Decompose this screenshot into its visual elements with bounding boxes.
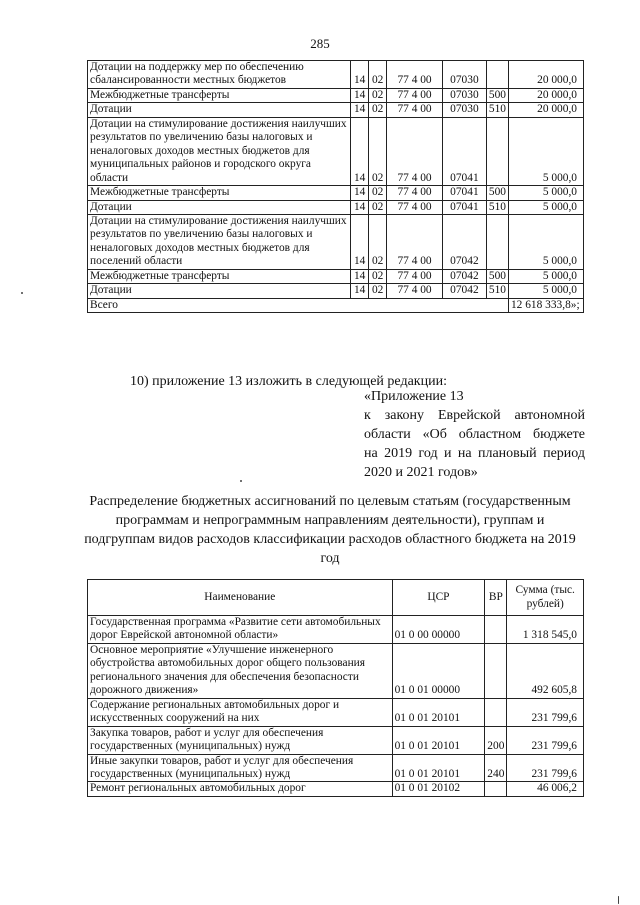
header-vr: ВР xyxy=(485,580,507,616)
row-csr: 01 0 01 20101 xyxy=(392,726,485,754)
subsection-code: 02 xyxy=(369,61,387,89)
row-sum: 46 006,2 xyxy=(507,782,584,796)
section-code: 14 xyxy=(351,88,369,102)
section-code: 14 xyxy=(351,117,369,185)
subsection-code: 02 xyxy=(369,269,387,283)
row-vr xyxy=(485,698,507,726)
table-row xyxy=(88,214,584,269)
table-row xyxy=(88,616,584,644)
section-code: 14 xyxy=(351,214,369,269)
amendment-paragraph: 10) приложение 13 изложить в следующей редакции: xyxy=(130,374,447,389)
direction-code: 07030 xyxy=(442,88,486,102)
section-code: 14 xyxy=(351,61,369,89)
direction-code: 07042 xyxy=(442,214,486,269)
appendix-line: области «Об областном бюджете xyxy=(364,427,585,442)
program-code: 77 4 00 xyxy=(387,186,443,200)
row-csr: 01 0 01 20102 xyxy=(392,782,485,796)
allocation-table xyxy=(87,579,584,797)
row-vr: 240 xyxy=(485,754,507,782)
appendix-line: к закону Еврейской автономной xyxy=(364,408,585,423)
subsection-code: 02 xyxy=(369,117,387,185)
expense-type-code: 500 xyxy=(486,88,508,102)
table-row xyxy=(88,754,584,782)
direction-code: 07041 xyxy=(442,117,486,185)
table-row xyxy=(88,698,584,726)
header-name: Наименование xyxy=(88,580,393,616)
table-row xyxy=(88,643,584,698)
section-code: 14 xyxy=(351,103,369,117)
subsection-code: 02 xyxy=(369,200,387,214)
row-name: Межбюджетные трансферты xyxy=(88,186,351,200)
row-sum: 231 799,6 xyxy=(507,726,584,754)
subsection-code: 02 xyxy=(369,103,387,117)
row-name: Содержание региональных автомобильных дорог и искусственных сооружений на них xyxy=(88,698,393,726)
section-code: 14 xyxy=(351,200,369,214)
row-name: Ремонт региональных автомобильных дорог xyxy=(88,782,393,796)
budget-table-body xyxy=(88,61,584,313)
table-row xyxy=(88,186,584,200)
row-sum: 5 000,0 xyxy=(508,200,583,214)
section-code: 14 xyxy=(351,269,369,283)
program-code: 77 4 00 xyxy=(387,284,443,298)
row-name: Государственная программа «Развитие сети автомобильных дорог Еврейской автономной области» xyxy=(88,616,393,644)
row-vr xyxy=(485,616,507,644)
row-vr xyxy=(485,643,507,698)
appendix-line: 2020 и 2021 годов» xyxy=(364,465,478,480)
scan-artifact xyxy=(240,480,242,482)
expense-type-code xyxy=(486,214,508,269)
row-csr: 01 0 01 20101 xyxy=(392,698,485,726)
section-code: 14 xyxy=(351,284,369,298)
direction-code: 07042 xyxy=(442,269,486,283)
table-row xyxy=(88,103,584,117)
page-number: 285 xyxy=(310,36,330,51)
expense-type-code: 500 xyxy=(486,186,508,200)
row-sum: 5 000,0 xyxy=(508,186,583,200)
row-sum: 20 000,0 xyxy=(508,61,583,89)
row-sum: 231 799,6 xyxy=(507,698,584,726)
appendix-line: «Приложение 13 xyxy=(364,389,464,404)
appendix-line: на 2019 год и на плановый период xyxy=(364,446,585,461)
program-code: 77 4 00 xyxy=(387,61,443,89)
expense-type-code: 510 xyxy=(486,103,508,117)
direction-code: 07030 xyxy=(442,61,486,89)
row-name: Дотации xyxy=(88,200,351,214)
row-sum: 1 318 545,0 xyxy=(507,616,584,644)
program-code: 77 4 00 xyxy=(387,269,443,283)
row-sum: 20 000,0 xyxy=(508,88,583,102)
budget-table-continued xyxy=(87,60,584,313)
row-csr: 01 0 01 00000 xyxy=(392,643,485,698)
row-name: Дотации на стимулирование достижения наилучших результатов по увеличению базы налоговых и неналоговых доходов местных бюджетов для поселений области xyxy=(88,214,351,269)
direction-code: 07042 xyxy=(442,284,486,298)
header-csr: ЦСР xyxy=(392,580,485,616)
table-row xyxy=(88,61,584,89)
program-code: 77 4 00 xyxy=(387,214,443,269)
expense-type-code: 500 xyxy=(486,269,508,283)
row-name: Межбюджетные трансферты xyxy=(88,269,351,283)
row-name: Дотации на поддержку мер по обеспечению сбалансированности местных бюджетов xyxy=(88,61,351,89)
direction-code: 07041 xyxy=(442,186,486,200)
table-header-row xyxy=(88,580,584,616)
table-row xyxy=(88,200,584,214)
expense-type-code xyxy=(486,61,508,89)
appendix-reference xyxy=(364,387,585,482)
program-code: 77 4 00 xyxy=(387,200,443,214)
allocation-table-body xyxy=(88,616,584,797)
subsection-code: 02 xyxy=(369,88,387,102)
subsection-code: 02 xyxy=(369,284,387,298)
direction-code: 07030 xyxy=(442,103,486,117)
table-row xyxy=(88,269,584,283)
row-name: Дотации xyxy=(88,284,351,298)
table-row xyxy=(88,117,584,185)
direction-code: 07041 xyxy=(442,200,486,214)
row-name: Закупка товаров, работ и услуг для обеспечения государственных (муниципальных) нужд xyxy=(88,726,393,754)
total-label: Всего xyxy=(88,298,509,312)
row-sum: 5 000,0 xyxy=(508,117,583,185)
row-sum: 231 799,6 xyxy=(507,754,584,782)
row-vr xyxy=(485,782,507,796)
row-sum: 5 000,0 xyxy=(508,214,583,269)
row-csr: 01 0 01 20101 xyxy=(392,754,485,782)
row-name: Дотации на стимулирование достижения наилучших результатов по увеличению базы налоговых и неналоговых доходов местных бюджетов для муниципальных районов и городского округа области xyxy=(88,117,351,185)
expense-type-code: 510 xyxy=(486,200,508,214)
row-name: Дотации xyxy=(88,103,351,117)
total-value: 12 618 333,8»; xyxy=(508,298,583,312)
section-code: 14 xyxy=(351,186,369,200)
header-sum: Сумма (тыс. рублей) xyxy=(507,580,584,616)
table-row xyxy=(88,726,584,754)
row-name: Основное мероприятие «Улучшение инженерного обустройства автомобильных дорог общего пользования регионального значения для обеспечения безопасности дорожного движения» xyxy=(88,643,393,698)
table-row xyxy=(88,284,584,298)
expense-type-code xyxy=(486,117,508,185)
subsection-code: 02 xyxy=(369,214,387,269)
table-row xyxy=(88,782,584,796)
program-code: 77 4 00 xyxy=(387,117,443,185)
row-sum: 492 605,8 xyxy=(507,643,584,698)
row-sum: 5 000,0 xyxy=(508,284,583,298)
row-csr: 01 0 00 00000 xyxy=(392,616,485,644)
row-name: Межбюджетные трансферты xyxy=(88,88,351,102)
row-sum: 20 000,0 xyxy=(508,103,583,117)
expense-type-code: 510 xyxy=(486,284,508,298)
program-code: 77 4 00 xyxy=(387,103,443,117)
scan-artifact xyxy=(21,292,23,294)
total-row xyxy=(88,298,584,312)
row-vr: 200 xyxy=(485,726,507,754)
program-code: 77 4 00 xyxy=(387,88,443,102)
subsection-code: 02 xyxy=(369,186,387,200)
document-title: Распределение бюджетных ассигнований по целевым статьям (государственным программам и непрограммным направлениям деятельности), группам и подгруппам видов расходов классификации расходов областного бюджета на 2019 год xyxy=(84,494,576,566)
table-row xyxy=(88,88,584,102)
scan-artifact xyxy=(618,896,619,904)
row-name: Иные закупки товаров, работ и услуг для обеспечения государственных (муниципальных) нужд xyxy=(88,754,393,782)
row-sum: 5 000,0 xyxy=(508,269,583,283)
